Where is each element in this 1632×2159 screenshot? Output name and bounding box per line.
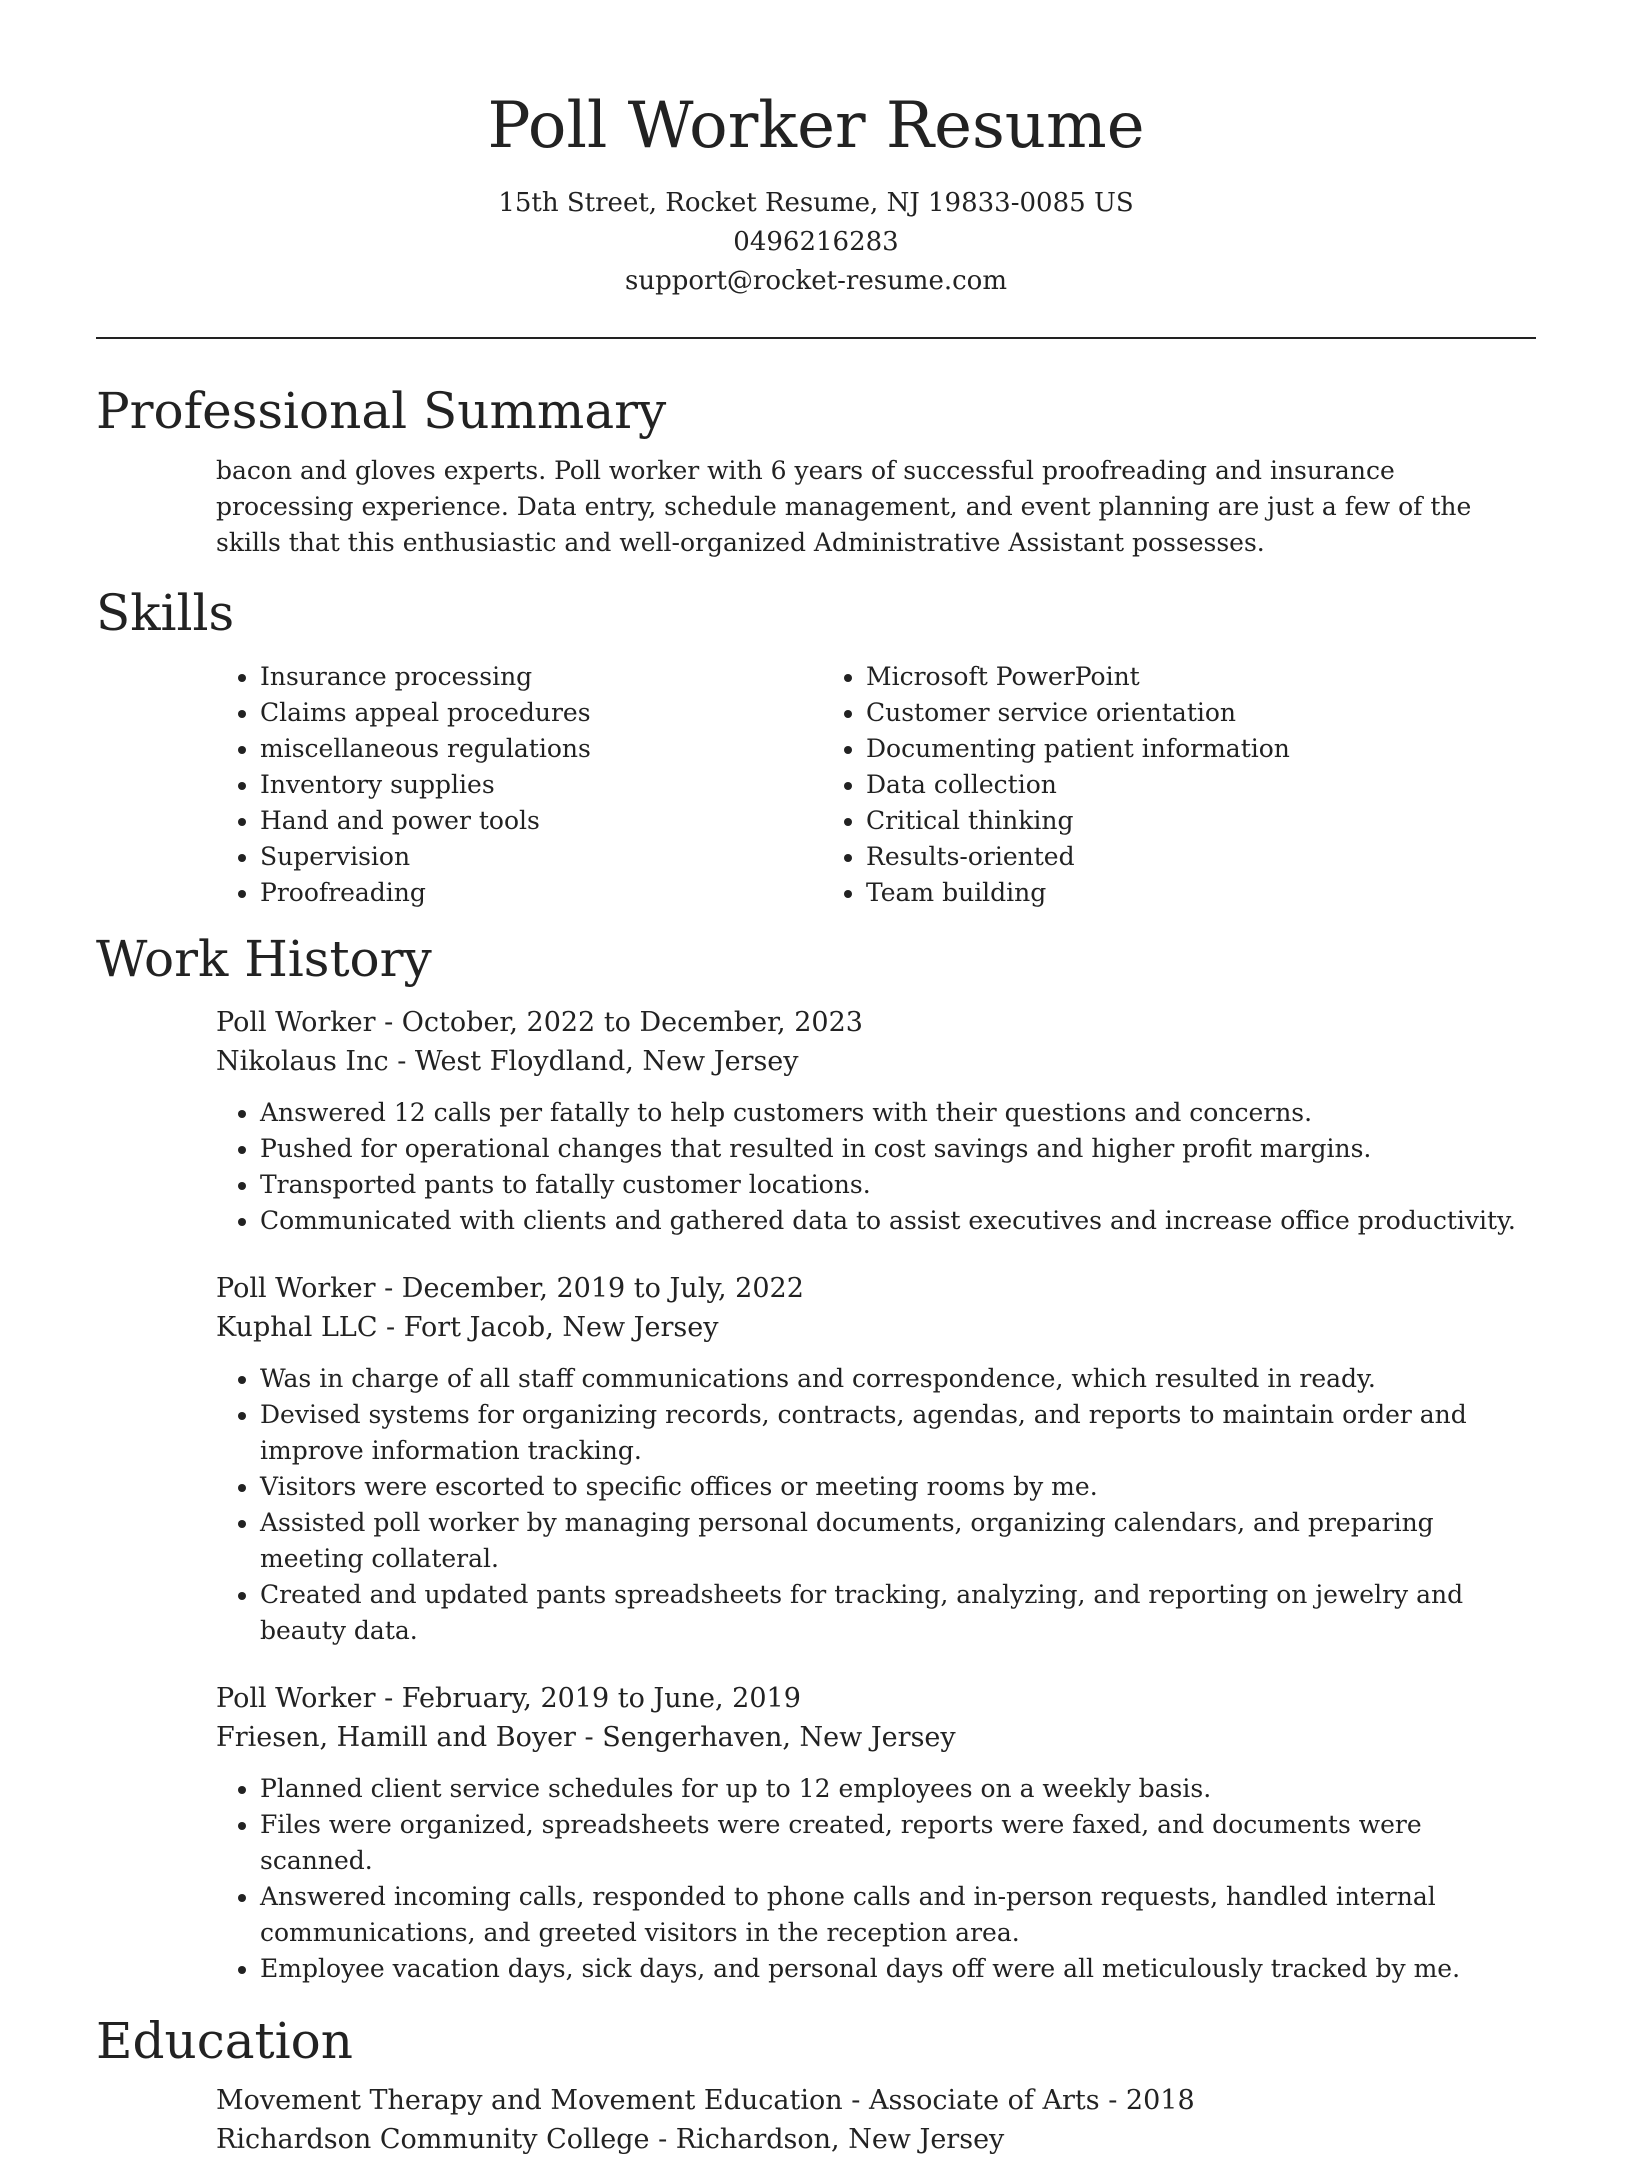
- contact-info: [96, 184, 1536, 301]
- job-bullet: • Answered incoming calls, responded to phone calls and in-person requests, handled internal communications, and greeted visitors in the reception area.: [260, 1879, 1536, 1951]
- skill-item: • Supervision: [260, 839, 822, 875]
- job-bullets: [216, 1095, 1536, 1239]
- job-company-line: Friesen, Hamill and Boyer - Sengerhaven, New Jersey: [216, 1722, 956, 1753]
- job-bullet: • Answered 12 calls per fatally to help customers with their questions and concerns.: [260, 1095, 1536, 1131]
- job-bullet: • Pushed for operational changes that resulted in cost savings and higher profit margins.: [260, 1131, 1536, 1167]
- skill-item: • Inventory supplies: [260, 767, 822, 803]
- job-title-line: Poll Worker - December, 2019 to July, 2022: [216, 1273, 804, 1304]
- education-entry: [216, 2081, 1536, 2159]
- job-entry: [216, 1679, 1536, 1987]
- resume-title: Poll Worker Resume: [487, 89, 1145, 163]
- work-history-section: [96, 929, 1536, 1987]
- contact-address: 15th Street, Rocket Resume, NJ 19833-0085 US: [498, 188, 1134, 218]
- job-bullet: • Transported pants to fatally customer locations.: [260, 1167, 1536, 1203]
- contact-email: support@rocket-resume.com: [624, 266, 1007, 296]
- header-divider: [96, 337, 1536, 339]
- summary-heading: Professional Summary: [96, 382, 667, 440]
- skills-section: [96, 583, 1536, 911]
- skill-item: • Insurance processing: [260, 659, 822, 695]
- skills-heading: Skills: [96, 584, 235, 642]
- job-bullet: • Files were organized, spreadsheets were created, reports were faxed, and documents were scanned.: [260, 1807, 1536, 1879]
- skill-item: • Critical thinking: [866, 803, 1522, 839]
- skill-item: • Claims appeal procedures: [260, 695, 822, 731]
- skills-list-right: [822, 659, 1522, 911]
- job-bullet: • Communicated with clients and gathered data to assist executives and increase office productivity.: [260, 1203, 1536, 1239]
- summary-section: [96, 381, 1536, 561]
- skill-item: • Customer service orientation: [866, 695, 1522, 731]
- skill-item: • miscellaneous regulations: [260, 731, 822, 767]
- job-title-line: Poll Worker - October, 2022 to December, 2023: [216, 1007, 863, 1038]
- education-school-line: Richardson Community College - Richardson, New Jersey: [216, 2124, 1005, 2155]
- skill-item: • Results-oriented: [866, 839, 1522, 875]
- contact-phone: 0496216283: [733, 227, 899, 257]
- skill-item: • Team building: [866, 875, 1522, 911]
- job-bullets: [216, 1771, 1536, 1987]
- resume-header: [96, 0, 1536, 301]
- job-bullet: • Assisted poll worker by managing personal documents, organizing calendars, and preparing meeting collateral.: [260, 1505, 1536, 1577]
- education-heading: Education: [96, 2012, 353, 2070]
- skill-item: • Data collection: [866, 767, 1522, 803]
- job-entry: [216, 1269, 1536, 1649]
- job-title-line: Poll Worker - February, 2019 to June, 2019: [216, 1683, 801, 1714]
- job-bullets: [216, 1361, 1536, 1649]
- skill-item: • Documenting patient information: [866, 731, 1522, 767]
- summary-text: bacon and gloves experts. Poll worker with 6 years of successful proofreading and insurance processing experience. Data entry, schedule management, and event planning are just a few of the skills that this enthusiastic and well-organized Administrative Assistant possesses.: [216, 456, 1472, 557]
- job-bullet: • Employee vacation days, sick days, and personal days off were all meticulously tracked by me.: [260, 1951, 1536, 1987]
- job-company-line: Nikolaus Inc - West Floydland, New Jersey: [216, 1046, 799, 1077]
- work-history-heading: Work History: [96, 930, 432, 988]
- skill-item: • Proofreading: [260, 875, 822, 911]
- skill-item: • Hand and power tools: [260, 803, 822, 839]
- skills-list-left: [216, 659, 822, 911]
- education-section: [96, 2011, 1536, 2159]
- skills-columns: [216, 659, 1536, 911]
- job-bullet: • Created and updated pants spreadsheets for tracking, analyzing, and reporting on jewelry and beauty data.: [260, 1577, 1536, 1649]
- job-entry: [216, 1003, 1536, 1239]
- job-bullet: • Devised systems for organizing records, contracts, agendas, and reports to maintain order and improve information tracking.: [260, 1397, 1536, 1469]
- job-bullet: • Was in charge of all staff communications and correspondence, which resulted in ready.: [260, 1361, 1536, 1397]
- education-degree-line: Movement Therapy and Movement Education - Associate of Arts - 2018: [216, 2085, 1195, 2116]
- job-bullet: • Planned client service schedules for up to 12 employees on a weekly basis.: [260, 1771, 1536, 1807]
- job-bullet: • Visitors were escorted to specific offices or meeting rooms by me.: [260, 1469, 1536, 1505]
- resume-page: [96, 0, 1536, 2159]
- skill-item: • Microsoft PowerPoint: [866, 659, 1522, 695]
- job-company-line: Kuphal LLC - Fort Jacob, New Jersey: [216, 1312, 719, 1343]
